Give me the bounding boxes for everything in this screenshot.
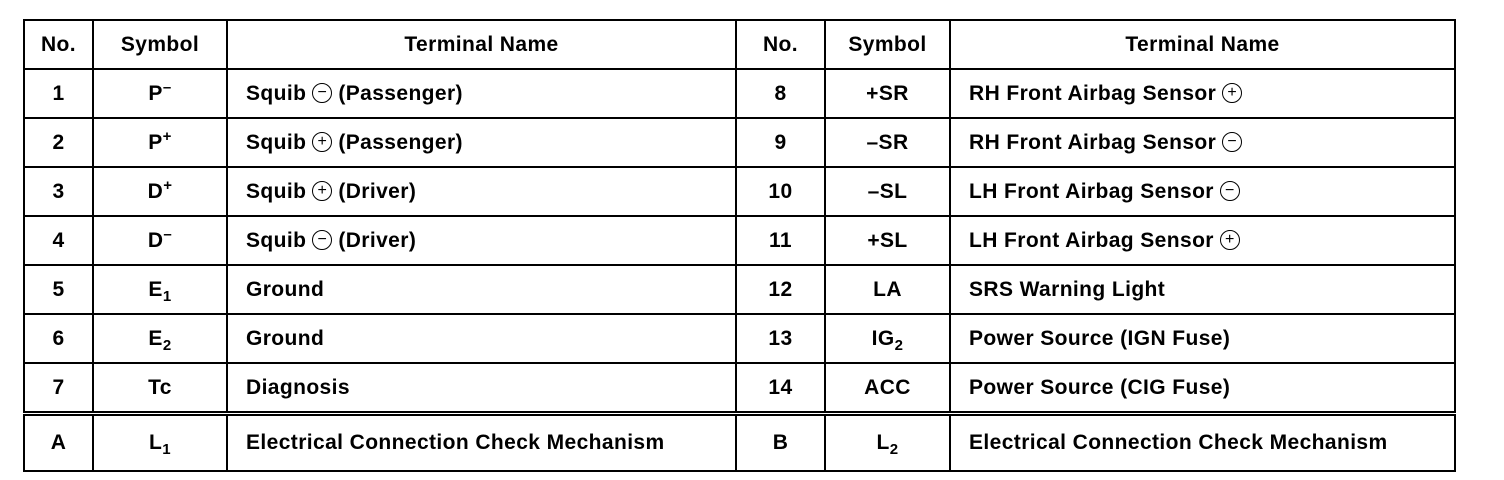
terminal-number: 12	[736, 265, 825, 314]
terminal-name	[227, 414, 736, 472]
symbol-text: P	[148, 130, 163, 154]
table-row	[24, 314, 1455, 363]
table-row	[24, 167, 1455, 216]
terminal-symbol	[93, 69, 227, 118]
terminal-number: B	[736, 414, 825, 472]
terminal-name-suffix: (Passenger)	[338, 81, 463, 105]
circled-minus-icon: −	[312, 83, 332, 103]
terminal-name	[950, 314, 1455, 363]
terminal-number: 3	[24, 167, 93, 216]
symbol-text: D	[147, 228, 164, 252]
symbol-text: LA	[873, 277, 902, 301]
terminal-name-text: Power Source (IGN Fuse)	[969, 326, 1231, 350]
terminal-name-text: Ground	[246, 326, 325, 350]
terminal-number: 9	[736, 118, 825, 167]
terminal-name-text: Electrical Connection Check Mechanism	[969, 431, 1388, 454]
circled-plus-icon: +	[312, 181, 332, 201]
header-terminal-name: Terminal Name	[227, 20, 736, 69]
circled-minus-icon: −	[312, 230, 332, 250]
table-row	[24, 118, 1455, 167]
terminal-number: 10	[736, 167, 825, 216]
header-symbol-2: Symbol	[825, 20, 950, 69]
table-row	[24, 216, 1455, 265]
circled-minus-icon: −	[1222, 132, 1242, 152]
terminal-symbol	[93, 314, 227, 363]
terminal-name-text: Power Source (CIG Fuse)	[969, 375, 1231, 399]
terminal-name	[227, 363, 736, 414]
symbol-text: L	[876, 431, 890, 454]
terminal-name-text: RH Front Airbag Sensor	[969, 130, 1217, 154]
terminal-name-suffix: (Passenger)	[338, 130, 463, 154]
terminal-name-text: LH Front Airbag Sensor	[969, 228, 1214, 252]
terminal-name	[227, 167, 736, 216]
terminal-name	[227, 69, 736, 118]
terminal-number: 8	[736, 69, 825, 118]
terminal-name	[227, 118, 736, 167]
terminal-name	[950, 69, 1455, 118]
table-row	[24, 265, 1455, 314]
terminal-name	[227, 216, 736, 265]
terminal-symbol	[93, 216, 227, 265]
header-no-2: No.	[736, 20, 825, 69]
terminal-number: A	[24, 414, 93, 472]
terminal-name	[950, 216, 1455, 265]
terminal-name-text: RH Front Airbag Sensor	[969, 81, 1217, 105]
symbol-subscript: 2	[894, 336, 904, 354]
terminal-name-text: Diagnosis	[246, 375, 350, 399]
symbol-superscript: +	[163, 176, 173, 194]
terminal-name	[950, 167, 1455, 216]
terminal-table	[23, 19, 1456, 472]
symbol-text: E	[148, 326, 163, 350]
terminal-number: 14	[736, 363, 825, 414]
terminal-number: 5	[24, 265, 93, 314]
terminal-name-suffix: (Driver)	[338, 179, 417, 203]
symbol-text: –SR	[866, 130, 909, 154]
symbol-text: IG	[871, 326, 895, 350]
terminal-symbol	[93, 167, 227, 216]
table-row	[24, 414, 1455, 472]
terminal-number: 7	[24, 363, 93, 414]
symbol-subscript: 2	[889, 441, 899, 459]
terminal-number: 11	[736, 216, 825, 265]
symbol-superscript: –	[163, 225, 173, 243]
symbol-text: L	[149, 431, 163, 454]
terminal-name	[950, 118, 1455, 167]
header-row	[24, 20, 1455, 69]
terminal-symbol	[825, 363, 950, 414]
circled-plus-icon: +	[1220, 230, 1240, 250]
header-terminal-name-2: Terminal Name	[950, 20, 1455, 69]
symbol-subscript: 1	[162, 287, 172, 305]
terminal-symbol	[825, 69, 950, 118]
terminal-number: 6	[24, 314, 93, 363]
table-row	[24, 363, 1455, 414]
terminal-number: 1	[24, 69, 93, 118]
header-symbol: Symbol	[93, 20, 227, 69]
terminal-name-text: LH Front Airbag Sensor	[969, 179, 1214, 203]
symbol-superscript: –	[162, 78, 172, 96]
symbol-text: +SR	[866, 81, 909, 105]
terminal-name-text: SRS Warning Light	[969, 277, 1166, 301]
terminal-symbol	[93, 363, 227, 414]
terminal-symbol	[825, 167, 950, 216]
terminal-symbol	[825, 414, 950, 472]
symbol-text: –SL	[867, 179, 908, 203]
terminal-name	[227, 265, 736, 314]
terminal-name-suffix: (Driver)	[338, 228, 417, 252]
terminal-symbol	[825, 216, 950, 265]
symbol-subscript: 2	[162, 336, 172, 354]
symbol-superscript: +	[162, 127, 172, 145]
terminal-symbol	[825, 265, 950, 314]
terminal-symbol	[93, 265, 227, 314]
terminal-name	[227, 314, 736, 363]
symbol-text: E	[148, 277, 163, 301]
terminal-name-text: Squib	[246, 228, 307, 252]
circled-plus-icon: +	[312, 132, 332, 152]
terminal-symbol	[825, 314, 950, 363]
symbol-text: +SL	[867, 228, 908, 252]
symbol-text: P	[148, 81, 163, 105]
terminal-name-text: Squib	[246, 130, 307, 154]
terminal-name-text: Squib	[246, 179, 307, 203]
terminal-name-text: Squib	[246, 81, 307, 105]
terminal-symbol	[93, 414, 227, 472]
circled-minus-icon: −	[1220, 181, 1240, 201]
table-body	[24, 69, 1455, 471]
table-row	[24, 69, 1455, 118]
terminal-number: 4	[24, 216, 93, 265]
terminal-name	[950, 363, 1455, 414]
symbol-subscript: 1	[162, 441, 171, 459]
terminal-symbol	[93, 118, 227, 167]
terminal-symbol	[825, 118, 950, 167]
terminal-number: 13	[736, 314, 825, 363]
symbol-text: Tc	[148, 375, 172, 399]
terminal-name-text: Ground	[246, 277, 325, 301]
symbol-text: ACC	[864, 375, 911, 399]
symbol-text: D	[147, 179, 164, 203]
terminal-name	[950, 265, 1455, 314]
terminal-name-text: Electrical Connection Check Mechanism	[246, 431, 665, 454]
header-no: No.	[24, 20, 93, 69]
terminal-name	[950, 414, 1455, 472]
terminal-number: 2	[24, 118, 93, 167]
circled-plus-icon: +	[1222, 83, 1242, 103]
